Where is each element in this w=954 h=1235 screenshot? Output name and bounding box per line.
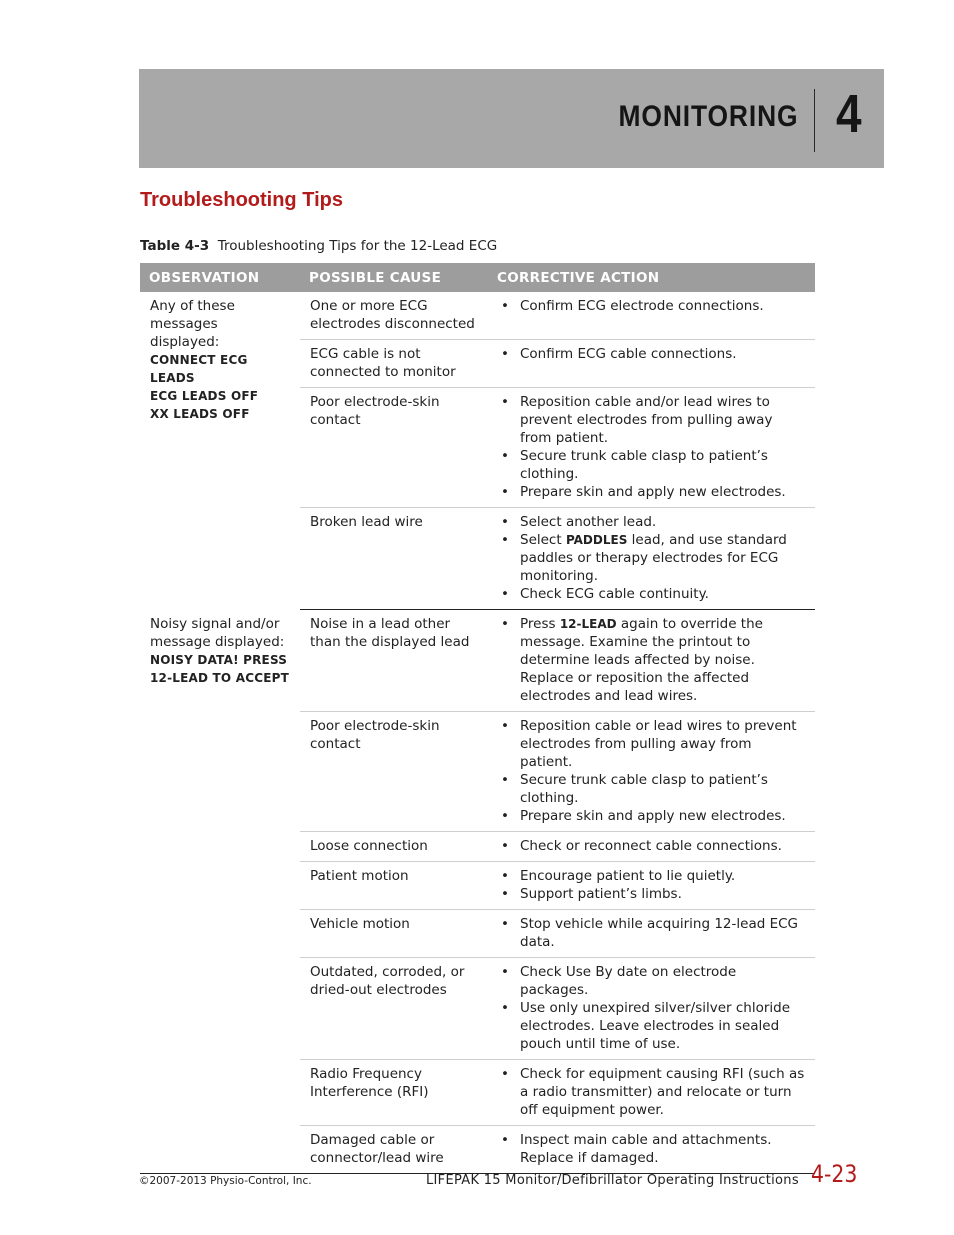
action-cell [488,910,815,958]
action-cell [488,610,815,712]
display-message: XX LEADS OFF [150,407,250,421]
table-caption-text: Troubleshooting Tips for the 12-Lead ECG [217,238,498,254]
table-row [140,610,815,712]
action-item: • Check ECG cable continuity. [498,585,805,603]
action-text: lead, and use standard paddles or therapy electrodes for ECG monitoring. [520,532,787,584]
action-cell [488,862,815,910]
action-item: • Check or reconnect cable connections. [498,837,805,855]
footer-manual-title: LIFEPAK 15 Monitor/Defibrillator Operating Instructions [426,1173,799,1188]
cause-cell: Poor electrode-skin contact [300,712,488,832]
action-item [498,615,805,705]
action-item: • Select another lead. [498,513,805,531]
cause-cell: Patient motion [300,862,488,910]
cause-cell: Broken lead wire [300,508,488,610]
action-text: again to override the message. Examine the printout to determine leads affected by noise. Replace or reposition the affected electrodes and lead wires. [520,616,763,704]
action-item: • Confirm ECG cable connections. [498,345,805,363]
action-cell [488,292,815,340]
action-item: • Check for equipment causing RFI (such as a radio transmitter) and relocate or turn off equipment power. [498,1065,805,1119]
header-observation: OBSERVATION [140,263,300,292]
action-cell [488,340,815,388]
action-item: • Support patient’s limbs. [498,885,805,903]
cause-cell: Outdated, corroded, or dried-out electrodes [300,958,488,1060]
action-cell [488,958,815,1060]
cause-cell: Damaged cable or connector/lead wire [300,1126,488,1174]
action-item [498,531,805,585]
action-cell [488,508,815,610]
action-item: • Stop vehicle while acquiring 12-lead ECG data. [498,915,805,951]
action-text: Select [520,532,566,548]
table-caption [140,238,497,254]
chapter-banner [139,69,884,168]
section-title: Troubleshooting Tips [140,189,343,211]
action-item: • Prepare skin and apply new electrodes. [498,483,805,501]
footer-copyright: ©2007-2013 Physio-Control, Inc. [139,1175,312,1187]
action-item: • Use only unexpired silver/silver chloride electrodes. Leave electrodes in sealed pouch until time of use. [498,999,805,1053]
cause-cell: Vehicle motion [300,910,488,958]
chapter-divider [814,89,815,152]
cause-cell: Radio Frequency Interference (RFI) [300,1060,488,1126]
action-item: • Secure trunk cable clasp to patient’s clothing. [498,447,805,483]
action-item: • Prepare skin and apply new electrodes. [498,807,805,825]
chapter-title: MONITORING [618,100,798,133]
chapter-number: 4 [836,84,862,144]
paddles-keyword: PADDLES [565,533,628,547]
header-possible-cause: POSSIBLE CAUSE [300,263,488,292]
observation-text: Any of these messages displayed: [150,298,235,350]
cause-cell: Loose connection [300,832,488,862]
page-number: 4-23 [811,1160,858,1188]
cause-cell: ECG cable is not connected to monitor [300,340,488,388]
action-item: • Check Use By date on electrode packages. [498,963,805,999]
observation-text: Noisy signal and/or message displayed: [150,615,285,650]
cause-cell: Noise in a lead other than the displayed lead [300,610,488,712]
action-item: • Encourage patient to lie quietly. [498,867,805,885]
action-cell [488,388,815,508]
action-cell [488,1126,815,1174]
display-message: CONNECT ECG LEADS [150,353,248,385]
action-item: • Confirm ECG electrode connections. [498,297,805,315]
action-cell [488,712,815,832]
table-number: Table 4-3 [140,238,210,254]
header-corrective-action: CORRECTIVE ACTION [488,263,815,292]
troubleshooting-table [140,263,815,1174]
table-header-row [140,263,815,292]
action-item: • Inspect main cable and attachments. Replace if damaged. [498,1131,805,1167]
display-message: NOISY DATA! PRESS 12-LEAD TO ACCEPT [150,652,289,685]
action-item: • Secure trunk cable clasp to patient’s clothing. [498,771,805,807]
cause-cell: Poor electrode-skin contact [300,388,488,508]
observation-cell [140,610,300,1174]
table-row [140,292,815,340]
action-item: • Reposition cable or lead wires to prevent electrodes from pulling away from patient. [498,717,805,771]
action-text: Press [520,616,560,632]
observation-cell [140,292,300,610]
12-lead-keyword: 12-LEAD [559,617,617,631]
cause-cell: One or more ECG electrodes disconnected [300,292,488,340]
action-cell [488,832,815,862]
action-item: • Reposition cable and/or lead wires to prevent electrodes from pulling away from patient. [498,393,805,447]
action-cell [488,1060,815,1126]
display-message: ECG LEADS OFF [150,389,259,403]
